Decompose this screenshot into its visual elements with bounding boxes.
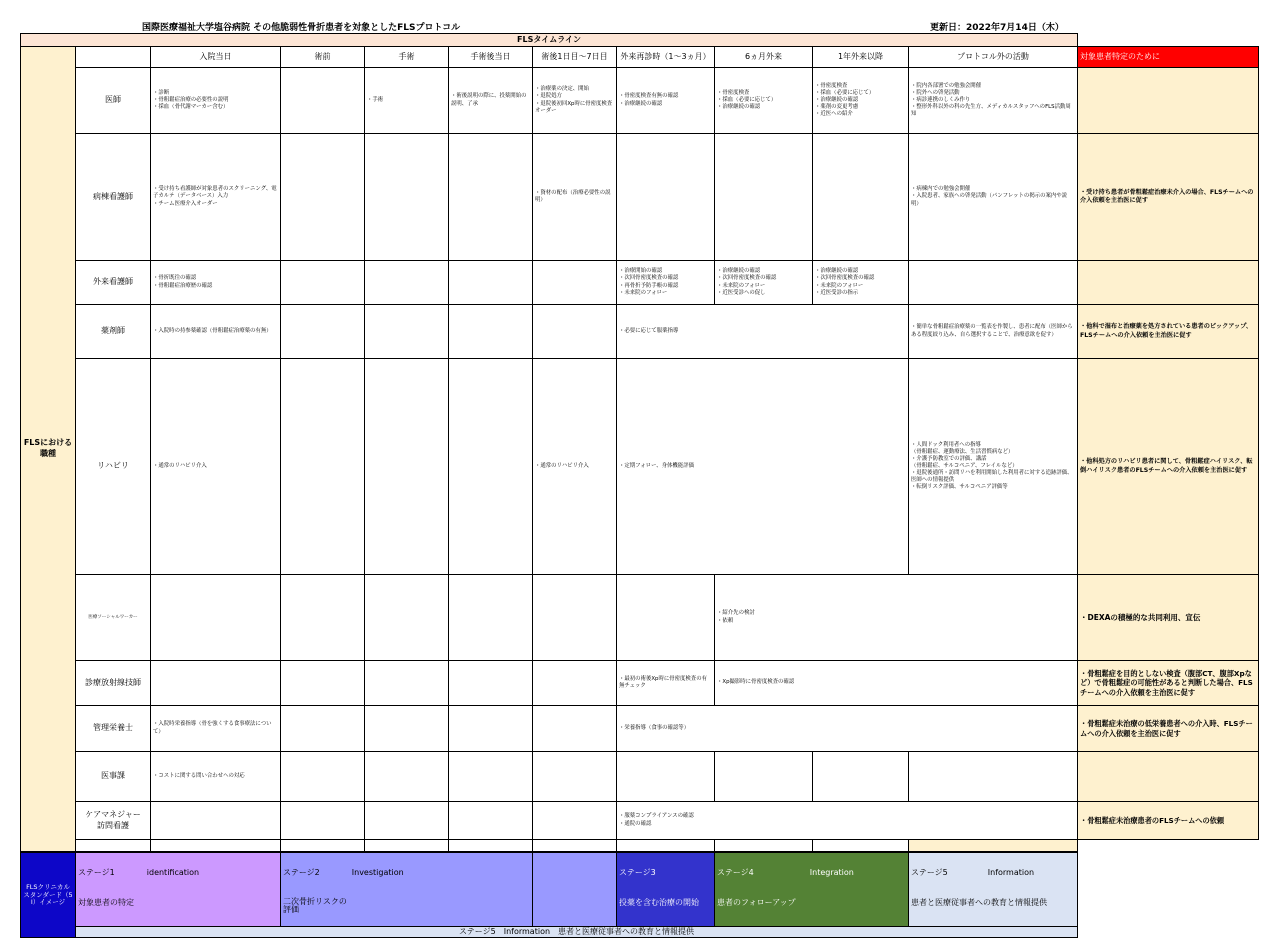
stage-3-desc: 投薬を含む治療の開始: [619, 897, 699, 907]
role-column-header: [76, 47, 151, 68]
stage-2-desc: 二次骨折リスクの 評価: [283, 896, 347, 915]
stage-4-label: ステージ4 Integration: [717, 867, 854, 877]
role-medical-affairs: 医事課: [76, 752, 151, 802]
rehab-d1-7: ・通常のリハビリ介入: [533, 359, 617, 575]
radiology-m6: ・Xp撮影時に骨密度検査の確認: [715, 661, 1078, 706]
msw-target: ・DEXAの積極的な共同利用、宣伝: [1078, 575, 1259, 661]
stage-2: [281, 853, 533, 927]
pharmacist-outside: ・簡単な骨粗鬆症治療薬の一覧表を作製し、患者に配布（医師からある程度絞り込み、自ら選択することで、治療意欲を促す）: [909, 305, 1078, 359]
stage-side-label: FLSクリニカルスタンダード（5I）イメージ: [21, 853, 76, 938]
rehab-target: ・他科処方のリハビリ患者に関して、骨粗鬆症ハイリスク、転倒ハイリスク患者のFLSチームへの介入依頼を主治医に促す: [1078, 359, 1259, 575]
ward-nurse-outside: ・病棟内での勉強会開催 ・入院患者、家族への啓発活動（パンフレットの掲示の案内や説明）: [909, 134, 1078, 261]
role-dietitian: 管理栄養士: [76, 706, 151, 752]
doctor-day0: ・診断 ・骨粗鬆症治療の必要性の説明 ・採血（骨代謝マーカー含む）: [151, 68, 281, 134]
stage-2-label: ステージ2 Investigation: [283, 867, 404, 877]
fls-side-label: FLSにおける職種: [21, 47, 76, 852]
role-radiology: 診療放射線技師: [76, 661, 151, 706]
column-header: 外来再診時（1～3ヵ月）: [617, 47, 715, 68]
target-header: 対象患者特定のために: [1078, 47, 1259, 68]
outpatient-nurse-m1-3: ・治療開始の確認 ・次回骨密度検査の確認 ・再骨折予防手帳の確認 ・未来院のフォロー: [617, 261, 715, 305]
ward-nurse-d1-7: ・資材の配布（治療必要性の説明）: [533, 134, 617, 261]
outpatient-nurse-m6: ・治療継続の確認 ・次回骨密度検査の確認 ・未来院のフォロー ・近医受診への促し: [715, 261, 813, 305]
doctor-surgery: ・手術: [365, 68, 449, 134]
pharmacist-target: ・他科で湿布と治療薬を処方されている患者のピックアップ、FLSチームへの介入依頼を主治医に促す: [1078, 305, 1259, 359]
column-header: 手術: [365, 47, 449, 68]
spacer-target: [909, 840, 1078, 852]
stage-1-label: ステージ1 identification: [78, 867, 200, 877]
column-header: 1年外来以降: [813, 47, 909, 68]
stage-5-label: ステージ5 Information: [911, 867, 1035, 877]
doctor-outside: ・院内各部署での勉強会開催 ・院外への啓発活動 ・病診連携のしくみ作り ・整形外科以外の科の先生方、メディカルスタッフへのFLS活動周知: [909, 68, 1078, 134]
doctor-postop: ・術後説明の際に、投薬開始の説明、了承: [449, 68, 533, 134]
role-pharmacist: 薬剤師: [76, 305, 151, 359]
care-manager-m1-3: ・服薬コンプライアンスの確認 ・通院の確認: [617, 802, 1078, 840]
column-header: 6ヵ月外来: [715, 47, 813, 68]
ward-nurse-day0: ・受け持ち看護師が対象患者のスクリーニング、電子カルテ（データベース）入力 ・チーム医療介入オーダー: [151, 134, 281, 261]
doctor-m1-3: ・骨密度検査有無の確認 ・治療継続の確認: [617, 68, 715, 134]
radiology-m1-3: ・最初の術後Xp時に骨密度検査の有無チェック: [617, 661, 715, 706]
role-outpatient-nurse: 外来看護師: [76, 261, 151, 305]
care-manager-target: ・骨粗鬆症未治療患者のFLSチームへの依頼: [1078, 802, 1259, 840]
stage-5: [909, 853, 1078, 927]
stage-1-desc: 対象患者の特定: [78, 897, 134, 907]
stage-1: [76, 853, 281, 927]
stage-5-desc: 患者と医療従事者への教育と情報提供: [911, 897, 1047, 907]
medical-affairs-day0: ・コストに関する問い合わせへの対応: [151, 752, 281, 802]
timeline-title: FLSタイムライン: [21, 34, 1078, 47]
dietitian-day0: ・入院時栄養指導（骨を強くする食事療法について）: [151, 706, 281, 752]
doctor-y1: ・骨密度検査 ・採血（必要に応じて） ・治療継続の確認 ・薬剤の変更考慮 ・近医への紹介: [813, 68, 909, 134]
stage-3: [617, 853, 715, 927]
ward-nurse-target: ・受け持ち患者が骨粗鬆症治療未介入の場合、FLSチームへの介入依頼を主治医に促す: [1078, 134, 1259, 261]
stage-5-bottom-band: ステージ5 Information 患者と医療従事者への教育と情報提供: [76, 926, 1078, 938]
column-header: 術後1日目～7日目: [533, 47, 617, 68]
medical-affairs-target: [1078, 752, 1259, 802]
page-title: 国際医療福祉大学塩谷病院 その他脆弱性骨折患者を対象としたFLSプロトコル: [142, 23, 461, 33]
dietitian-m1-3: ・栄養指導（食事の確認等）: [617, 706, 1078, 752]
role-doctor: 医師: [76, 68, 151, 134]
column-header: 術前: [281, 47, 365, 68]
role-msw: 医療ソーシャルワーカー: [76, 575, 151, 661]
stage-4-desc: 患者のフォローアップ: [717, 897, 796, 907]
fls-protocol-table: [20, 33, 1259, 852]
outpatient-nurse-day0: ・骨折既往の確認 ・骨粗鬆症治療歴の確認: [151, 261, 281, 305]
role-care-manager: ケアマネジャー 訪問看護: [76, 802, 151, 840]
dietitian-target: ・骨粗鬆症未治療の低栄養患者への介入時、FLSチームへの介入依頼を主治医に促す: [1078, 706, 1259, 752]
rehab-outside: ・人間ドック利用者への指導 （骨粗鬆症、運動療法、生活習慣病など） ・介護予防教室での評価、講話 （骨粗鬆症、サルコペニア、フレイルなど） ・退院後通所・訪問リハを利用開始した利用者に対する追跡評価、医師への情報提供 ・転倒リスク評価、サルコペニア評価等: [909, 359, 1078, 575]
pharmacist-m1-3: ・必要に応じて服薬指導: [617, 305, 909, 359]
column-header: 手術後当日: [449, 47, 533, 68]
role-rehab: リハビリ: [76, 359, 151, 575]
doctor-m6: ・骨密度検査 ・採血（必要に応じて） ・治療継続の確認: [715, 68, 813, 134]
rehab-m1-3: ・定期フォロー、身体機能評価: [617, 359, 909, 575]
msw-m6: ・紹介先の検討 ・依頼: [715, 575, 1078, 661]
doctor-target: [1078, 68, 1259, 134]
pharmacist-day0: ・入院時の持参薬確認（骨粗鬆症治療薬の有無）: [151, 305, 281, 359]
stage-4: [715, 853, 909, 927]
role-ward-nurse: 病棟看護師: [76, 134, 151, 261]
outpatient-nurse-y1: ・治療継続の確認 ・次回骨密度検査の確認 ・未来院のフォロー ・近医受診の指示: [813, 261, 909, 305]
stage-3-label: ステージ3: [619, 867, 656, 877]
updated-date: 更新日：2022年7月14日（木）: [930, 23, 1064, 33]
outpatient-nurse-target: [1078, 261, 1259, 305]
column-header: プロトコル外の活動: [909, 47, 1078, 68]
column-header: 入院当日: [151, 47, 281, 68]
rehab-day0: ・通常のリハビリ介入: [151, 359, 281, 575]
radiology-target: ・骨粗鬆症を目的としない検査（腹部CT、腹部Xpなど）で骨粗鬆症の可能性があると判断した場合、FLSチームへの介入依頼を主治医に促す: [1078, 661, 1259, 706]
stage-2-extension: [533, 853, 617, 927]
stage-band: [20, 852, 1078, 938]
doctor-d1-7: ・治療薬の決定、開始 ・退院処方 ・退院後初回Xp時に骨密度検査オーダー: [533, 68, 617, 134]
